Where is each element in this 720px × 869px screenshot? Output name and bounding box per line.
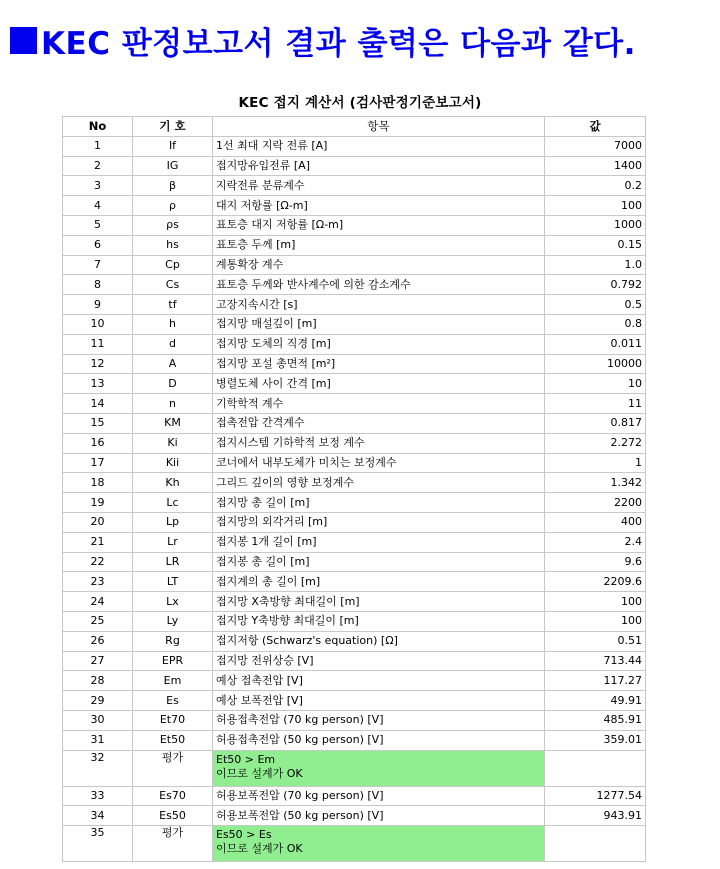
row-item: 접지봉 총 길이 [m] bbox=[213, 552, 545, 572]
header-value: 값 bbox=[545, 117, 646, 137]
row-item: 접지망 총 길이 [m] bbox=[213, 493, 545, 513]
header-symbol: 기 호 bbox=[133, 117, 213, 137]
row-value: 11 bbox=[545, 394, 646, 414]
row-no: 2 bbox=[63, 156, 133, 176]
row-symbol: A bbox=[133, 354, 213, 374]
row-no: 10 bbox=[63, 314, 133, 334]
row-value: 359.01 bbox=[545, 730, 646, 750]
row-value: 10 bbox=[545, 374, 646, 394]
table-row bbox=[63, 631, 646, 651]
evaluation-row-step bbox=[63, 826, 646, 862]
row-item: 접지망 전위상승 [V] bbox=[213, 651, 545, 671]
row-value: 485.91 bbox=[545, 710, 646, 730]
row-no: 3 bbox=[63, 176, 133, 196]
row-no: 18 bbox=[63, 473, 133, 493]
table-row bbox=[63, 413, 646, 433]
row-symbol: EPR bbox=[133, 651, 213, 671]
row-item: 대지 저항률 [Ω-m] bbox=[213, 196, 545, 216]
row-no: 35 bbox=[63, 826, 133, 862]
row-item: 접지망 도체의 직경 [m] bbox=[213, 334, 545, 354]
row-item: 허용보폭전압 (50 kg person) [V] bbox=[213, 806, 545, 826]
row-value: 0.817 bbox=[545, 413, 646, 433]
table-row bbox=[63, 710, 646, 730]
table-row bbox=[63, 136, 646, 156]
row-value: 2200 bbox=[545, 493, 646, 513]
row-symbol: Et70 bbox=[133, 710, 213, 730]
row-item: 예상 접촉전압 [V] bbox=[213, 671, 545, 691]
row-symbol: D bbox=[133, 374, 213, 394]
table-row bbox=[63, 532, 646, 552]
row-symbol: ρ bbox=[133, 196, 213, 216]
row-symbol: β bbox=[133, 176, 213, 196]
row-item: 접지망 매설깊이 [m] bbox=[213, 314, 545, 334]
table-row bbox=[63, 572, 646, 592]
row-value: 100 bbox=[545, 611, 646, 631]
row-item: 병렬도체 사이 간격 [m] bbox=[213, 374, 545, 394]
row-value: 0.2 bbox=[545, 176, 646, 196]
row-value: 1.0 bbox=[545, 255, 646, 275]
row-no: 14 bbox=[63, 394, 133, 414]
row-symbol: Cs bbox=[133, 275, 213, 295]
row-value: 2.272 bbox=[545, 433, 646, 453]
row-symbol: ρs bbox=[133, 215, 213, 235]
table-row bbox=[63, 806, 646, 826]
row-item: 예상 보폭전압 [V] bbox=[213, 691, 545, 711]
row-item: 접지저항 (Schwarz's equation) [Ω] bbox=[213, 631, 545, 651]
row-value: 400 bbox=[545, 512, 646, 532]
row-no: 29 bbox=[63, 691, 133, 711]
row-no: 1 bbox=[63, 136, 133, 156]
table-row bbox=[63, 295, 646, 315]
table-row bbox=[63, 651, 646, 671]
row-symbol: If bbox=[133, 136, 213, 156]
row-symbol: Lx bbox=[133, 592, 213, 612]
table-row bbox=[63, 394, 646, 414]
header-item: 항목 bbox=[213, 117, 545, 137]
row-item: 허용보폭전압 (70 kg person) [V] bbox=[213, 786, 545, 806]
row-item: 표토층 두께와 반사계수에 의한 감소계수 bbox=[213, 275, 545, 295]
table-row bbox=[63, 196, 646, 216]
row-no: 32 bbox=[63, 750, 133, 786]
row-value: 0.51 bbox=[545, 631, 646, 651]
row-no: 27 bbox=[63, 651, 133, 671]
row-symbol: tf bbox=[133, 295, 213, 315]
row-symbol: Ly bbox=[133, 611, 213, 631]
row-no: 30 bbox=[63, 710, 133, 730]
evaluation-condition: Et50 > Em bbox=[216, 752, 276, 766]
row-no: 34 bbox=[63, 806, 133, 826]
row-value bbox=[545, 826, 646, 862]
row-item: 허용접촉전압 (50 kg person) [V] bbox=[213, 730, 545, 750]
table-row bbox=[63, 453, 646, 473]
table-row bbox=[63, 786, 646, 806]
table-row bbox=[63, 156, 646, 176]
row-no: 16 bbox=[63, 433, 133, 453]
row-no: 7 bbox=[63, 255, 133, 275]
row-item: 고장지속시간 [s] bbox=[213, 295, 545, 315]
evaluation-result bbox=[213, 826, 545, 862]
report-title: KEC 접지 계산서 (검사판정기준보고서) bbox=[238, 95, 482, 111]
row-item: 지락전류 분류계수 bbox=[213, 176, 545, 196]
evaluation-row-touch bbox=[63, 750, 646, 786]
row-item: 접촉전압 간격계수 bbox=[213, 413, 545, 433]
row-no: 23 bbox=[63, 572, 133, 592]
row-value bbox=[545, 750, 646, 786]
row-item: 허용접촉전압 (70 kg person) [V] bbox=[213, 710, 545, 730]
row-value: 2209.6 bbox=[545, 572, 646, 592]
row-symbol: Lr bbox=[133, 532, 213, 552]
row-symbol: Kh bbox=[133, 473, 213, 493]
row-item: 계통확장 계수 bbox=[213, 255, 545, 275]
row-item: 접지봉 1개 길이 [m] bbox=[213, 532, 545, 552]
row-symbol: Et50 bbox=[133, 730, 213, 750]
row-symbol: Es bbox=[133, 691, 213, 711]
row-item: 접지망 포설 총면적 [m²] bbox=[213, 354, 545, 374]
row-symbol: Ki bbox=[133, 433, 213, 453]
table-row bbox=[63, 374, 646, 394]
evaluation-condition: Es50 > Es bbox=[216, 828, 272, 842]
row-no: 5 bbox=[63, 215, 133, 235]
page-heading-text: KEC 판정보고서 결과 출력은 다음과 같다. bbox=[41, 25, 636, 62]
row-no: 25 bbox=[63, 611, 133, 631]
row-symbol: 평가 bbox=[133, 750, 213, 786]
row-symbol: d bbox=[133, 334, 213, 354]
row-item: 접지계의 총 길이 [m] bbox=[213, 572, 545, 592]
row-value: 9.6 bbox=[545, 552, 646, 572]
row-no: 11 bbox=[63, 334, 133, 354]
row-value: 1000 bbox=[545, 215, 646, 235]
grounding-calculation-table bbox=[62, 116, 646, 862]
row-no: 31 bbox=[63, 730, 133, 750]
table-row bbox=[63, 691, 646, 711]
row-no: 33 bbox=[63, 786, 133, 806]
table-row bbox=[63, 473, 646, 493]
row-no: 20 bbox=[63, 512, 133, 532]
row-symbol: Em bbox=[133, 671, 213, 691]
row-value: 1.342 bbox=[545, 473, 646, 493]
row-symbol: 평가 bbox=[133, 826, 213, 862]
row-no: 9 bbox=[63, 295, 133, 315]
row-no: 19 bbox=[63, 493, 133, 513]
table-header-row bbox=[63, 117, 646, 137]
row-no: 12 bbox=[63, 354, 133, 374]
table-row bbox=[63, 552, 646, 572]
row-no: 15 bbox=[63, 413, 133, 433]
row-item: 접지망 X축방향 최대길이 [m] bbox=[213, 592, 545, 612]
header-no: No bbox=[63, 117, 133, 137]
row-symbol: IG bbox=[133, 156, 213, 176]
table-row bbox=[63, 671, 646, 691]
row-symbol: LR bbox=[133, 552, 213, 572]
table-row bbox=[63, 235, 646, 255]
evaluation-result bbox=[213, 750, 545, 786]
table-row bbox=[63, 215, 646, 235]
row-value: 1400 bbox=[545, 156, 646, 176]
table-row bbox=[63, 176, 646, 196]
row-no: 4 bbox=[63, 196, 133, 216]
evaluation-verdict: 이므로 설계가 OK bbox=[216, 842, 303, 856]
row-symbol: Es70 bbox=[133, 786, 213, 806]
row-item: 코너에서 내부도체가 미치는 보정계수 bbox=[213, 453, 545, 473]
row-no: 21 bbox=[63, 532, 133, 552]
table-row bbox=[63, 275, 646, 295]
table-row bbox=[63, 512, 646, 532]
square-bullet-icon bbox=[10, 27, 37, 54]
row-symbol: Rg bbox=[133, 631, 213, 651]
row-item: 접지망의 외각거리 [m] bbox=[213, 512, 545, 532]
page-heading bbox=[10, 20, 636, 60]
row-symbol: Cp bbox=[133, 255, 213, 275]
row-symbol: hs bbox=[133, 235, 213, 255]
row-value: 7000 bbox=[545, 136, 646, 156]
row-item: 접지망유입전류 [A] bbox=[213, 156, 545, 176]
row-item: 1선 최대 지락 전류 [A] bbox=[213, 136, 545, 156]
table-row bbox=[63, 255, 646, 275]
row-value: 49.91 bbox=[545, 691, 646, 711]
row-value: 100 bbox=[545, 196, 646, 216]
row-item: 표토층 대지 저항률 [Ω-m] bbox=[213, 215, 545, 235]
table-row bbox=[63, 314, 646, 334]
row-symbol: LT bbox=[133, 572, 213, 592]
evaluation-verdict: 이므로 설계가 OK bbox=[216, 766, 303, 780]
table-row bbox=[63, 730, 646, 750]
row-no: 6 bbox=[63, 235, 133, 255]
row-item: 기학학적 계수 bbox=[213, 394, 545, 414]
row-no: 22 bbox=[63, 552, 133, 572]
row-value: 1277.54 bbox=[545, 786, 646, 806]
row-value: 943.91 bbox=[545, 806, 646, 826]
table-row bbox=[63, 354, 646, 374]
row-no: 17 bbox=[63, 453, 133, 473]
table-row bbox=[63, 433, 646, 453]
table-row bbox=[63, 592, 646, 612]
row-symbol: n bbox=[133, 394, 213, 414]
row-value: 1 bbox=[545, 453, 646, 473]
row-symbol: h bbox=[133, 314, 213, 334]
table-row bbox=[63, 611, 646, 631]
row-symbol: Lc bbox=[133, 493, 213, 513]
row-value: 100 bbox=[545, 592, 646, 612]
row-value: 0.8 bbox=[545, 314, 646, 334]
row-symbol: Lp bbox=[133, 512, 213, 532]
table-row bbox=[63, 334, 646, 354]
row-value: 117.27 bbox=[545, 671, 646, 691]
row-value: 0.5 bbox=[545, 295, 646, 315]
table-row bbox=[63, 493, 646, 513]
row-no: 26 bbox=[63, 631, 133, 651]
row-no: 24 bbox=[63, 592, 133, 612]
row-value: 10000 bbox=[545, 354, 646, 374]
row-no: 8 bbox=[63, 275, 133, 295]
row-symbol: Kii bbox=[133, 453, 213, 473]
row-value: 713.44 bbox=[545, 651, 646, 671]
row-item: 접지시스템 기하학적 보정 계수 bbox=[213, 433, 545, 453]
row-symbol: Es50 bbox=[133, 806, 213, 826]
row-symbol: KM bbox=[133, 413, 213, 433]
row-no: 28 bbox=[63, 671, 133, 691]
row-value: 0.011 bbox=[545, 334, 646, 354]
row-no: 13 bbox=[63, 374, 133, 394]
row-value: 2.4 bbox=[545, 532, 646, 552]
row-item: 그리드 깊이의 영향 보정계수 bbox=[213, 473, 545, 493]
row-item: 접지망 Y축방향 최대길이 [m] bbox=[213, 611, 545, 631]
row-value: 0.792 bbox=[545, 275, 646, 295]
row-value: 0.15 bbox=[545, 235, 646, 255]
row-item: 표토층 두께 [m] bbox=[213, 235, 545, 255]
